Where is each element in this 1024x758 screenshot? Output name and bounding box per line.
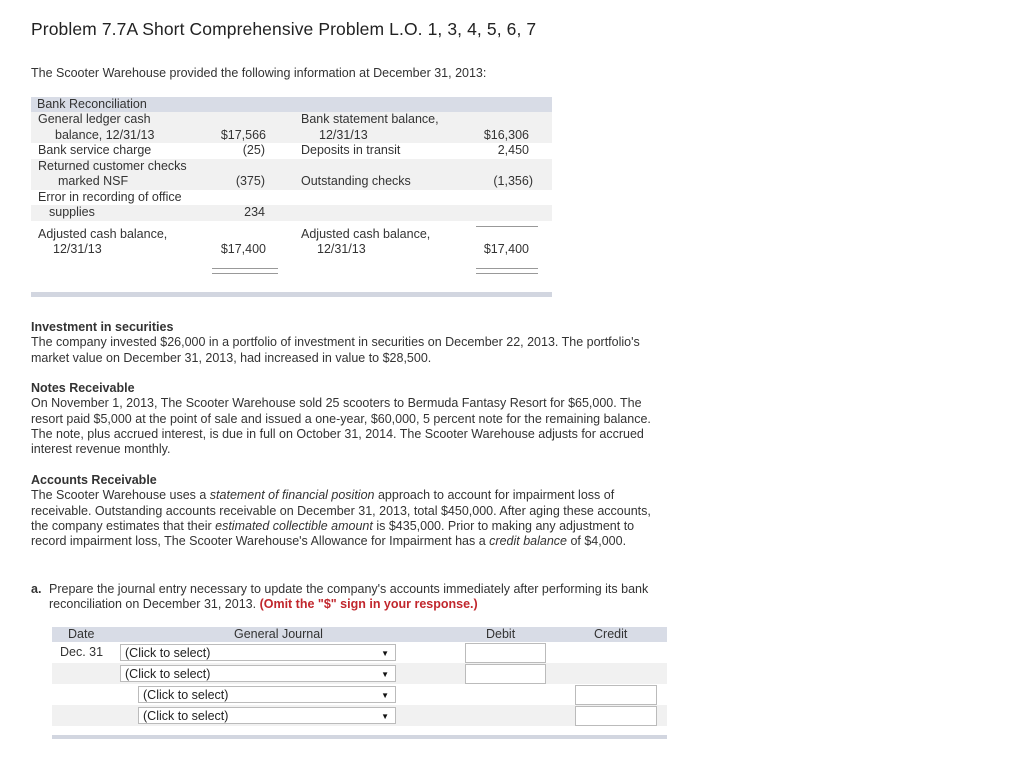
dropdown-arrow-icon: ▼ xyxy=(381,691,389,700)
account-select[interactable]: (Click to select) ▼ xyxy=(138,707,396,724)
bank-statement-amount: $16,306 xyxy=(483,127,529,142)
adjusted-book-label-2: 12/31/13 xyxy=(53,242,102,256)
intro-text: The Scooter Warehouse provided the following information at December 31, 2013: xyxy=(31,66,487,80)
requirement-note: (Omit the "$" sign in your response.) xyxy=(259,597,478,612)
recon-header: Bank Reconciliation xyxy=(31,97,552,112)
nsf-label: Returned customer checks xyxy=(38,158,187,173)
bank-statement-label: Bank statement balance, xyxy=(301,112,439,126)
service-charge-label: Bank service charge xyxy=(38,143,152,157)
account-select[interactable]: (Click to select) ▼ xyxy=(120,665,396,682)
journal-date: Dec. 31 xyxy=(60,645,104,659)
ar-heading: Accounts Receivable xyxy=(31,473,157,487)
investment-heading: Investment in securities xyxy=(31,320,174,334)
journal-header xyxy=(52,627,667,642)
requirement-a xyxy=(31,582,651,613)
journal-divider xyxy=(52,735,667,739)
adjusted-book-label: Adjusted cash balance, xyxy=(38,226,168,241)
journal-row xyxy=(52,663,667,684)
dropdown-arrow-icon: ▼ xyxy=(381,712,389,721)
debit-column-header: Debit xyxy=(486,627,516,641)
gl-cash-label-2: balance, 12/31/13 xyxy=(55,127,155,142)
page-title: Problem 7.7A Short Comprehensive Problem L.O. 1, 3, 4, 5, 6, 7 xyxy=(31,19,537,39)
outstanding-checks-amount: (1,356) xyxy=(493,174,533,188)
journal-row xyxy=(52,642,667,663)
debit-input[interactable] xyxy=(465,664,546,684)
gl-cash-amount: $17,566 xyxy=(220,127,266,142)
divider xyxy=(212,273,278,274)
nsf-label-2: marked NSF xyxy=(58,174,129,188)
error-amount: 234 xyxy=(244,205,265,219)
error-label: Error in recording of office xyxy=(38,189,182,204)
outstanding-checks-label: Outstanding checks xyxy=(301,174,411,188)
notes-section xyxy=(31,381,651,457)
service-charge-amount: (25) xyxy=(242,143,265,157)
divider xyxy=(476,268,538,269)
ar-text: The Scooter Warehouse uses a statement of financial position approach to account for impairment loss of receivable. Outstanding accounts receivable on December 31, 2013, total $450,000. After aging these accounts, the company estimates that their estimated collectible amount is $435,000. Prior to making any adjustment to record impairment loss, The Scooter Warehouse's Allowance for Impairment has a credit balance of $4,000. xyxy=(31,488,651,549)
adjusted-book-amount: $17,400 xyxy=(220,242,266,256)
adjusted-bank-label-2: 12/31/13 xyxy=(317,242,366,256)
account-select[interactable]: (Click to select) ▼ xyxy=(138,686,396,703)
requirement-text: Prepare the journal entry necessary to update the company's accounts immediately after performing its bank reconciliation on December 31, 2013. xyxy=(49,582,649,612)
journal-row xyxy=(52,705,667,726)
requirement-label: a. xyxy=(31,582,42,596)
credit-input[interactable] xyxy=(575,706,657,726)
gl-cash-label: General ledger cash xyxy=(38,112,151,126)
investment-text: The company invested $26,000 in a portfolio of investment in securities on December 22, 2013. The portfolio's market value on December 31, 2013, had increased in value to $28,500. xyxy=(31,335,640,365)
investment-section xyxy=(31,320,651,366)
notes-text: On November 1, 2013, The Scooter Warehouse sold 25 scooters to Bermuda Fantasy Resort for $65,000. The resort paid $5,000 at the point of sale and issued a one-year, $60,000, 5 percent note for the remaining balance. The note, plus accrued interest, is due in full on October 31, 2014. The Scooter Warehouse adjusts for accrued interest revenue monthly. xyxy=(31,396,651,457)
debit-input[interactable] xyxy=(465,643,546,663)
bank-statement-label-2: 12/31/13 xyxy=(319,127,368,142)
divider xyxy=(212,268,278,269)
deposits-in-transit-amount: 2,450 xyxy=(497,143,529,157)
nsf-amount: (375) xyxy=(235,174,265,188)
date-column-header: Date xyxy=(68,627,95,641)
deposits-in-transit-label: Deposits in transit xyxy=(301,143,401,157)
section-divider xyxy=(31,292,552,297)
journal-column-header: General Journal xyxy=(234,627,323,641)
divider xyxy=(476,273,538,274)
general-journal-table xyxy=(52,627,667,726)
dropdown-arrow-icon: ▼ xyxy=(381,649,389,658)
divider xyxy=(476,226,538,227)
credit-input[interactable] xyxy=(575,685,657,705)
dropdown-arrow-icon: ▼ xyxy=(381,670,389,679)
journal-row xyxy=(52,684,667,705)
bank-reconciliation-table xyxy=(31,97,552,258)
account-select[interactable]: (Click to select) ▼ xyxy=(120,644,396,661)
notes-heading: Notes Receivable xyxy=(31,381,135,395)
adjusted-bank-amount: $17,400 xyxy=(483,242,529,256)
ar-section xyxy=(31,473,651,549)
credit-column-header: Credit xyxy=(594,627,628,641)
adjusted-bank-label: Adjusted cash balance, xyxy=(301,226,431,241)
error-label-2: supplies xyxy=(49,205,95,219)
